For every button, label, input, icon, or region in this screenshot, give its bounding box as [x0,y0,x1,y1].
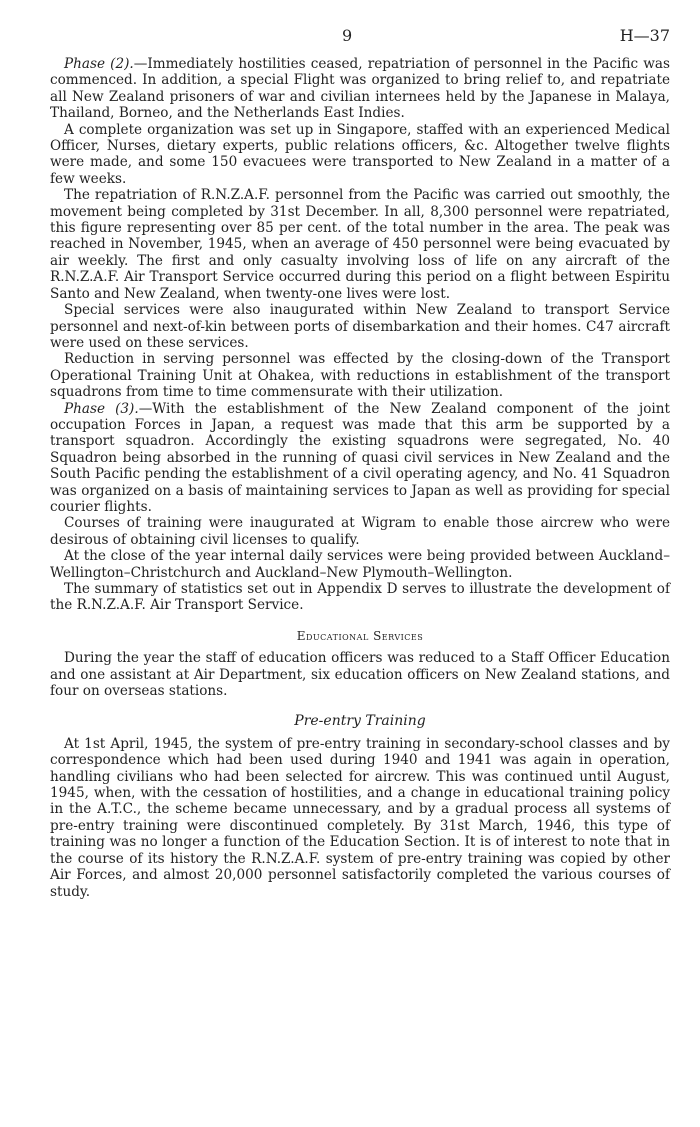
paragraph-special-services: Special services were also inaugurated within New Zealand to transport Service personnel and next-of-kin between ports of disembarkation and their homes. C47 aircraft were used on these services. [50,302,670,351]
paragraph-repatriation: The repatriation of R.N.Z.A.F. personnel from the Pacific was carried out smoothly, the movement being completed by 31st December. In all, 8,300 personnel were repatriated, this figure representing over 85 per cent. of the total number in the area. The peak was reached in November, 1945, when an average of 450 personnel were being evacuated by air weekly. The first and only casualty involving loss of life on any aircraft of the R.N.Z.A.F. Air Transport Service occurred during this period on a flight between Espiritu Santo and New Zealand, when twenty-one lives were lost. [50,187,670,302]
educational-services-heading: Educational Services [296,628,424,643]
page-number: 9 [342,26,353,45]
pre-entry-training-heading: Pre-entry Training [294,713,426,730]
paragraph-reduction: Reduction in serving personnel was effected by the closing-down of the Transport Operational Training Unit at Ohakea, with reductions in establishment of the transport squadrons from time to time commensurate with their utilization. [50,351,670,401]
phase-3-text: —With the establishment of the New Zealand component of the joint occupation Forces in Japan, a request was made that this arm be supported by a transport squadron. Accordingly the existing squadrons were segregated, No. 40 Squadron being absorbed in the running of quasi civil services in New Zealand and the South Pacific pending the establishment of a civil operating agency, and No. 41 Squadron was organized on a basis of maintaining services to Japan as well as providing for special courier flights. [50,400,670,515]
phase-2-text: —Immediately hostilities ceased, repatriation of personnel in the Pacific was commenced. In addition, a special Flight was organized to bring relief to, and repatriate all New Zealand prisoners of war and civilian internees held by the Japanese in Malaya, Thailand, Borneo, and the Netherlands East Indies. [50,56,670,122]
paragraph-summary: The summary of statistics set out in Appendix D serves to illustrate the development of the R.N.Z.A.F. Air Transport Service. [50,581,670,614]
document-reference: H—37 [619,26,670,45]
page-header [50,26,670,56]
paragraph-courses: Courses of training were inaugurated at Wigram to enable those aircrew who were desirous of obtaining civil licenses to qualify. [50,515,670,548]
paragraph-daily-services: At the close of the year internal daily services were being provided between Auckland–Wellington–Christchurch and Auckland–New Plymouth–Wellington. [50,548,670,581]
air-transport-section [50,56,670,614]
paragraph-pre-entry: At 1st April, 1945, the system of pre-entry training in secondary-school classes and by correspondence which had been used during 1940 and 1941 was again in operation, handling civilians who had been selected for aircrew. This was continued until August, 1945, when, with the cessation of hostilities, and a change in educational training policy in the A.T.C., the scheme became unnecessary, and by a gradual process all systems of pre-entry training were discontinued completely. By 31st March, 1946, this type of training was no longer a function of the Education Section. It is of interest to note that in the course of its history the R.N.Z.A.F. system of pre-entry training was copied by other Air Forces, and almost 20,000 personnel satisfactorily completed the various courses of study. [50,735,670,900]
paragraph-phase-3 [50,401,670,516]
phase-2-lead: Phase (2). [64,56,134,72]
phase-3-lead: Phase (3). [64,400,139,417]
paragraph-singapore: A complete organization was set up in Singapore, staffed with an experienced Medical Officer, Nurses, dietary experts, public relations officers, &c. Altogether twelve flights were made, and some 150 evacuees were transported to New Zealand in a matter of a few weeks. [50,121,670,187]
paragraph-phase-2 [50,56,670,122]
paragraph-education-staff: During the year the staff of education officers was reduced to a Staff Officer Education and one assistant at Air Department, six education officers on New Zealand stations, and four on overseas stations. [50,650,670,700]
